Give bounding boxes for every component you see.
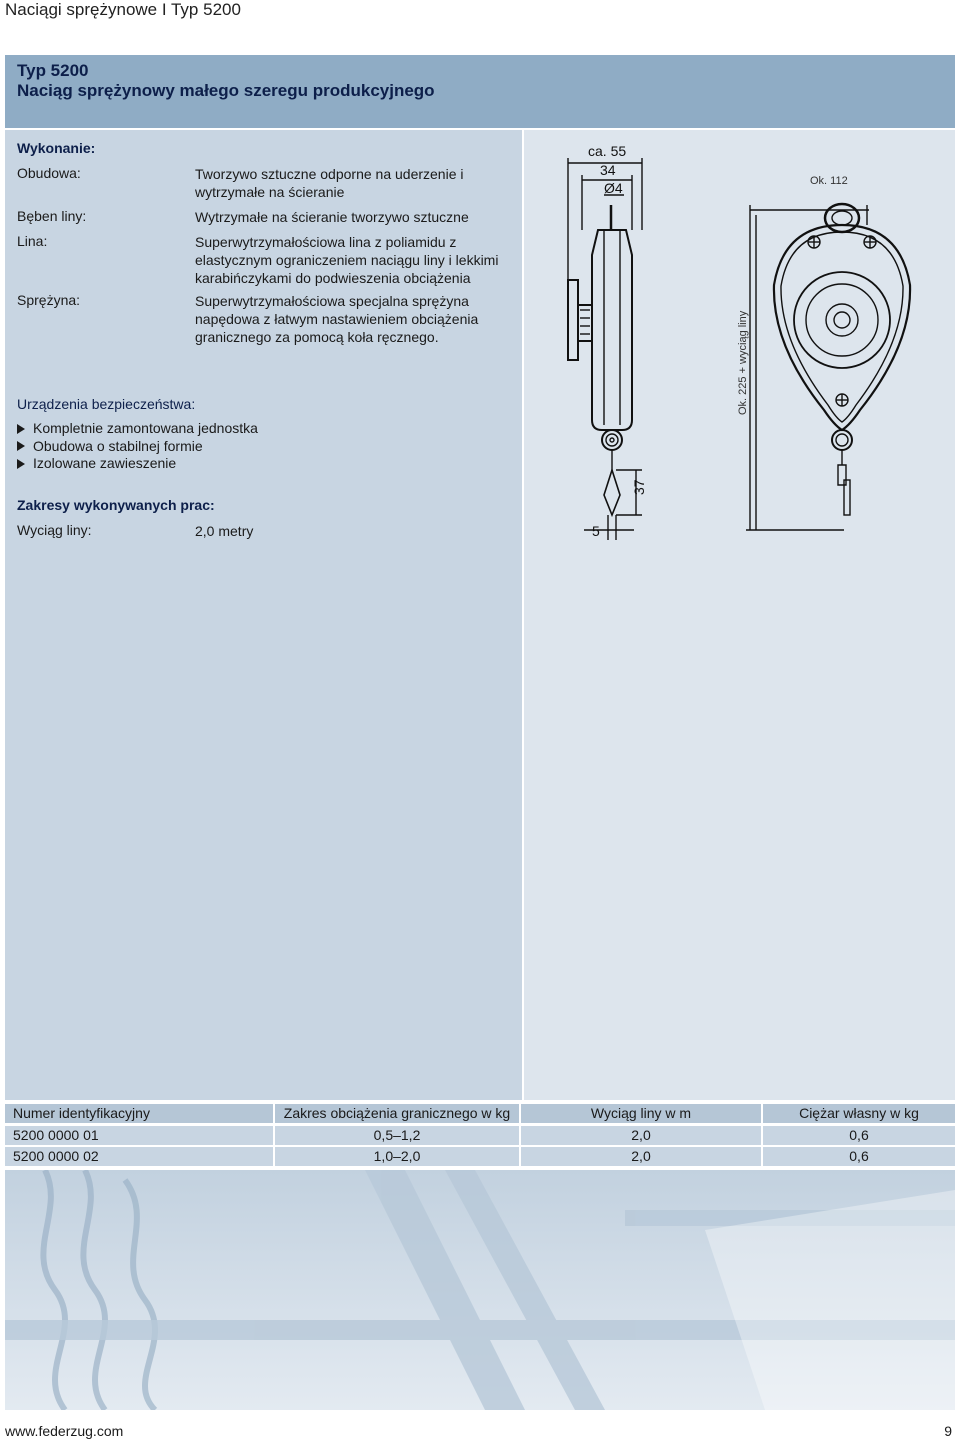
table-cell: 5200 0000 01 xyxy=(5,1126,273,1145)
table-header-id: Numer identyfikacyjny xyxy=(5,1104,273,1123)
table-cell: 0,6 xyxy=(763,1147,955,1166)
wykonanie-heading: Wykonanie: xyxy=(17,140,96,156)
table-cell: 0,5–1,2 xyxy=(275,1126,519,1145)
page-header-title: Naciągi sprężynowe I Typ 5200 xyxy=(5,0,241,19)
safety-list xyxy=(17,420,258,473)
table-cell: 2,0 xyxy=(521,1126,761,1145)
ranges-value: 2,0 metry xyxy=(195,523,254,539)
table-cell: 2,0 xyxy=(521,1147,761,1166)
dim-label-ca55: ca. 55 xyxy=(588,143,627,159)
spec-panel xyxy=(5,130,522,1100)
spec-label-sprezyna: Sprężyna: xyxy=(17,292,81,308)
spec-label-obudowa: Obudowa: xyxy=(17,165,81,181)
page-number: 9 xyxy=(944,1423,952,1439)
table-header-extension: Wyciąg liny w m xyxy=(521,1104,761,1123)
dim-label-ok225: Ok. 225 + wyciąg liny xyxy=(737,310,749,415)
spec-value-beben: Wytrzymałe na ścieranie tworzywo sztuczne xyxy=(195,209,469,225)
spec-label-beben: Bęben liny: xyxy=(17,208,87,224)
triangle-bullet-icon xyxy=(17,441,25,451)
technical-drawing xyxy=(524,130,955,550)
dim-label-5: 5 xyxy=(592,523,600,539)
spec-label-lina: Lina: xyxy=(17,233,48,249)
footer-url[interactable]: www.federzug.com xyxy=(5,1423,124,1439)
dim-label-34: 34 xyxy=(600,162,616,178)
dim-label-d4: Ø4 xyxy=(604,180,623,196)
ranges-label: Wyciąg liny: xyxy=(17,522,92,538)
ranges-heading: Zakresy wykonywanych prac: xyxy=(17,497,215,513)
table-header-weight: Ciężar własny w kg xyxy=(763,1104,955,1123)
product-table xyxy=(5,1102,955,1170)
list-item xyxy=(17,420,258,438)
table-cell: 1,0–2,0 xyxy=(275,1147,519,1166)
triangle-bullet-icon xyxy=(17,424,25,434)
table-cell: 5200 0000 02 xyxy=(5,1147,273,1166)
background-photo xyxy=(5,1170,955,1410)
drawing-panel xyxy=(524,130,955,1100)
table-cell: 0,6 xyxy=(763,1126,955,1145)
list-item-text: Izolowane zawieszenie xyxy=(33,455,177,471)
list-item-text: Kompletnie zamontowana jednostka xyxy=(33,420,258,436)
photo-illustration xyxy=(5,1170,955,1410)
list-item xyxy=(17,455,258,473)
safety-heading: Urządzenia bezpieczeństwa: xyxy=(17,396,196,412)
title-band xyxy=(5,55,955,130)
list-item xyxy=(17,438,258,456)
dim-label-ok112: Ok. 112 xyxy=(810,175,848,187)
spec-value-obudowa: Tworzywo sztuczne odporne na uderzenie i wytrzymałe na ścieranie xyxy=(195,166,464,200)
list-item-text: Obudowa o stabilnej formie xyxy=(33,437,203,454)
product-subtitle: Naciąg sprężynowy małego szeregu produkcyjnego xyxy=(17,81,435,100)
spec-value-sprezyna: Superwytrzymałościowa specjalna sprężyna napędowa z łatwym nastawieniem obciążenia granicznego za pomocą koła ręcznego. xyxy=(195,293,479,345)
table-header-load: Zakres obciążenia granicznego w kg xyxy=(275,1104,519,1123)
product-type-title: Typ 5200 xyxy=(17,61,89,80)
spec-value-lina: Superwytrzymałościowa lina z poliamidu z elastycznym ograniczeniem naciągu liny i lekkimi karabińczykami do podwieszenia obciążenia xyxy=(195,234,499,286)
triangle-bullet-icon xyxy=(17,459,25,469)
dim-label-37: 37 xyxy=(631,479,647,495)
